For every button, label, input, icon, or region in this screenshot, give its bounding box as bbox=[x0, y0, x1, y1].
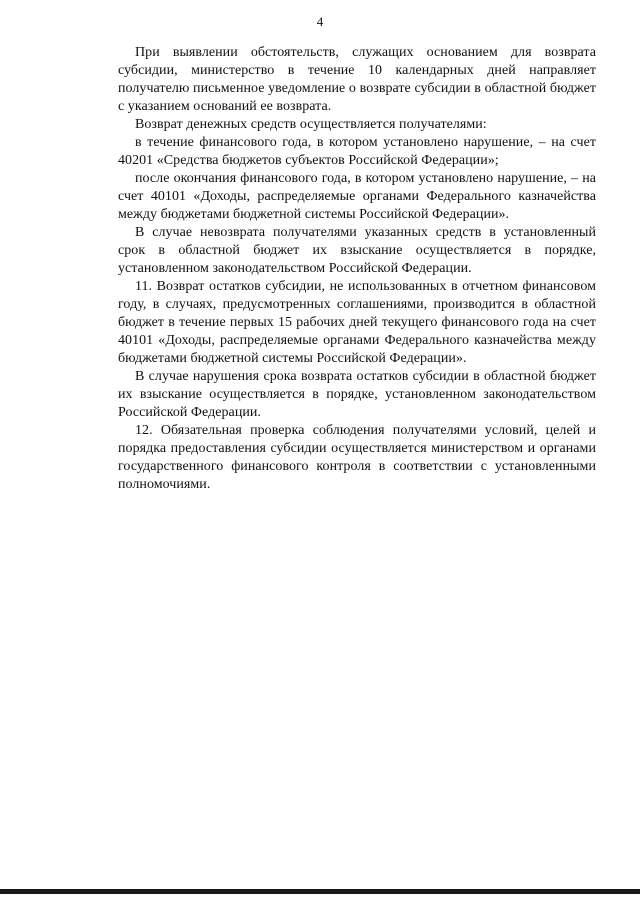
paragraph-section-11: 11. Возврат остатков субсидии, не использованных в отчетном финансовом году, в случаях, предусмотренных соглашениями, производится в областной бюджет в течение первых 15 рабочих дней текущего финансового года на счет 40101 «Доходы, распределяемые органами Федерального казначейства между бюджетами бюджетной системы Российской Федерации». bbox=[118, 279, 596, 366]
paragraph-non-return-recovery: В случае невозврата получателями указанных средств в установленный срок в областной бюджет их взыскание осуществляется в порядке, установленном законодательством Российской Федерации. bbox=[118, 225, 596, 276]
bottom-scan-border bbox=[0, 889, 640, 894]
paragraph-deadline-violation: В случае нарушения срока возврата остатков субсидии в областной бюджет их взыскание осуществляется в порядке, установленном законодательством Российской Федерации. bbox=[118, 369, 596, 420]
paragraph-current-year-account: в течение финансового года, в котором установлено нарушение, – на счет 40201 «Средства бюджетов субъектов Российской Федерации»; bbox=[118, 135, 596, 168]
paragraph-return-notice: При выявлении обстоятельств, служащих основанием для возврата субсидии, министерство в течение 10 календарных дней направляет получателю письменное уведомление о возврате субсидии в областной бюджет с указанием оснований ее возврата. bbox=[118, 45, 596, 114]
document-body bbox=[118, 44, 596, 494]
page-number: 4 bbox=[316, 14, 324, 29]
paragraph-return-intro: Возврат денежных средств осуществляется получателями: bbox=[135, 117, 487, 132]
paragraph-section-12: 12. Обязательная проверка соблюдения получателями условий, целей и порядка предоставления субсидии осуществляется министерством и органами государственного финансового контроля в соответствии с установленными полномочиями. bbox=[118, 423, 596, 492]
paragraph-after-year-account: после окончания финансового года, в котором установлено нарушение, – на счет 40101 «Доходы, распределяемые органами Федерального казначейства между бюджетами бюджетной системы Российской Федерации». bbox=[118, 171, 596, 222]
